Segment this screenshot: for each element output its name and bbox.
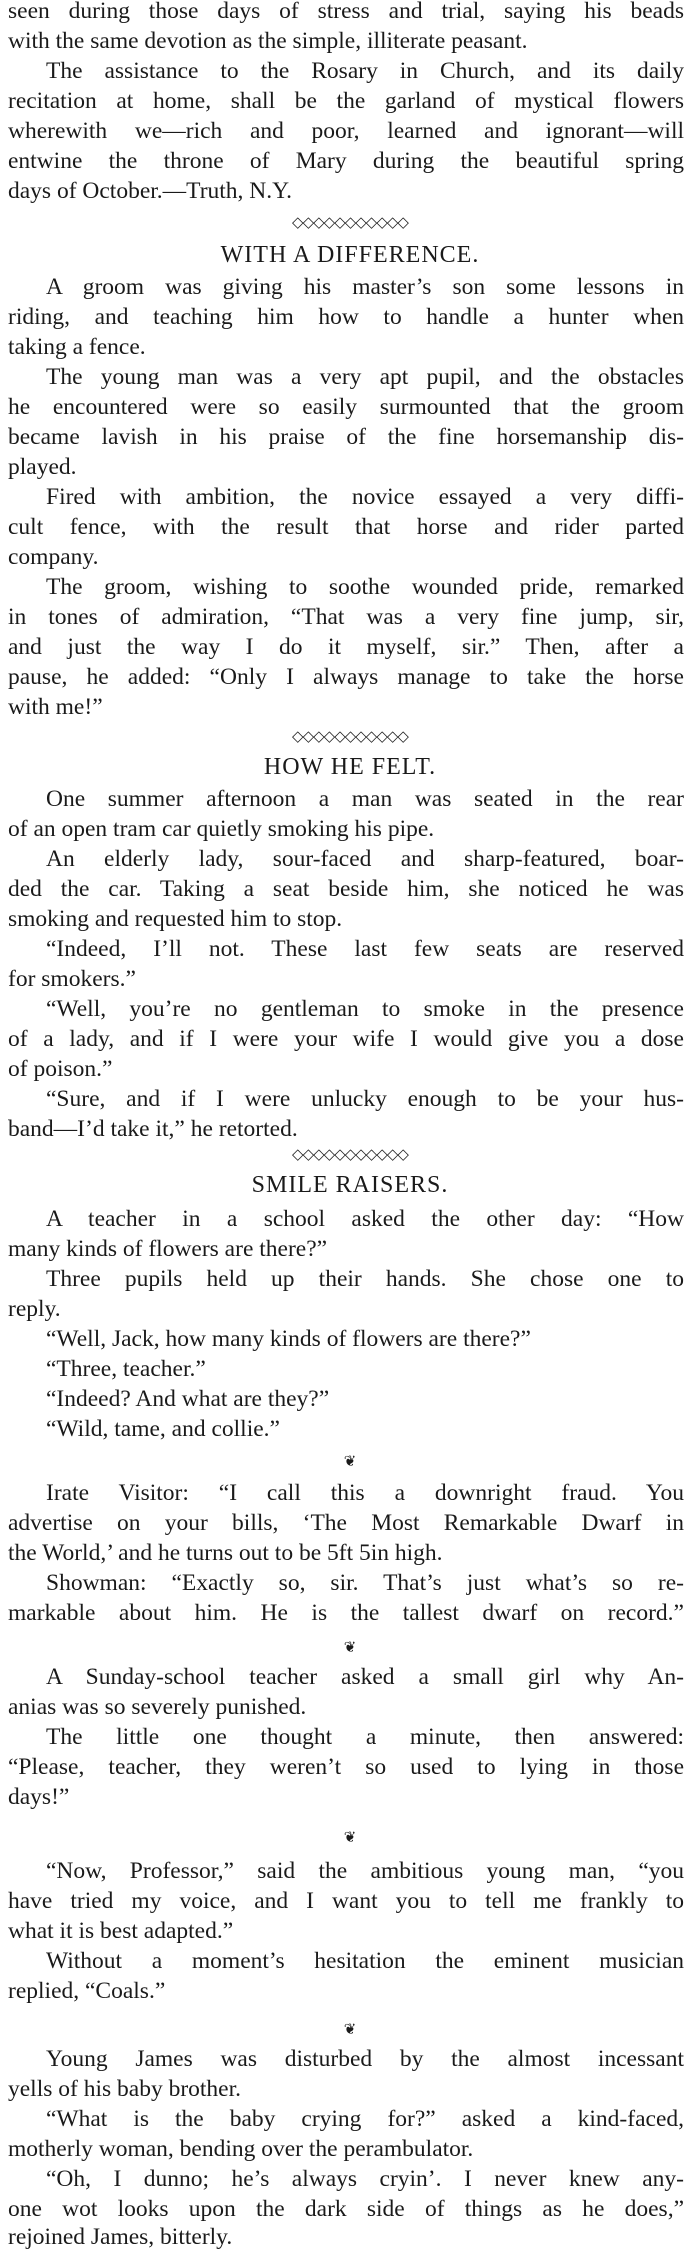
fleuron-icon: ❦ — [343, 1638, 357, 1656]
text-line: ded the car. Taking a seat beside him, she noticed he was — [8, 876, 684, 902]
text-line: The assistance to the Rosary in Church, and its daily — [46, 58, 684, 84]
text-line: Young James was disturbed by the almost incessant — [46, 2046, 684, 2072]
ornament-divider: ◇◇◇◇◇◇◇◇◇◇◇ — [292, 727, 408, 745]
text-line: cult fence, with the result that horse and rider parted — [8, 514, 684, 540]
text-line: played. — [8, 454, 77, 480]
text-line: band—I’d take it,” he retorted. — [8, 1116, 298, 1142]
text-line: for smokers.” — [8, 966, 136, 992]
text-line: Fired with ambition, the novice essayed a very diffi- — [46, 484, 684, 510]
text-line: “Please, teacher, they weren’t so used to lying in those — [8, 1754, 684, 1780]
text-line: yells of his baby brother. — [8, 2076, 242, 2102]
text-line: have tried my voice, and I want you to tell me frankly to — [8, 1888, 684, 1914]
text-line: “What is the baby crying for?” asked a kind-faced, — [46, 2106, 684, 2132]
fleuron-icon: ❦ — [343, 1828, 357, 1846]
text-line: riding, and teaching him how to handle a hunter when — [8, 304, 684, 330]
text-line: days!” — [8, 1784, 70, 1810]
text-line: The young man was a very apt pupil, and the obstacles — [46, 364, 684, 390]
text-line: days of October.—Truth, N.Y. — [8, 178, 292, 204]
text-line: “Three, teacher.” — [46, 1356, 206, 1382]
section-heading: HOW HE FELT. — [263, 754, 437, 780]
text-line: of a lady, and if I were your wife I would give you a dose — [8, 1026, 684, 1052]
text-line: One summer afternoon a man was seated in the rear — [46, 786, 684, 812]
section-heading: SMILE RAISERS. — [251, 1172, 449, 1198]
text-line: “Well, you’re no gentleman to smoke in the presence — [46, 996, 684, 1022]
text-line: The groom, wishing to soothe wounded pride, remarked — [46, 574, 684, 600]
text-line: what it is best adapted.” — [8, 1918, 234, 1944]
text-line: The little one thought a minute, then answered: — [46, 1724, 684, 1750]
ornament-divider: ◇◇◇◇◇◇◇◇◇◇◇ — [292, 213, 408, 231]
text-line: “Indeed, I’ll not. These last few seats are reserved — [46, 936, 684, 962]
text-line: “Now, Professor,” said the ambitious young man, “you — [46, 1858, 684, 1884]
fleuron-icon: ❦ — [343, 1452, 357, 1470]
text-line: “Sure, and if I were unlucky enough to be your hus- — [46, 1086, 684, 1112]
text-line: “Oh, I dunno; he’s always cryin’. I never knew any- — [46, 2166, 684, 2192]
text-line: the World,’ and he turns out to be 5ft 5in high. — [8, 1540, 443, 1566]
text-line: many kinds of flowers are there?” — [8, 1236, 328, 1262]
text-line: became lavish in his praise of the fine horsemanship dis- — [8, 424, 684, 450]
text-line: reply. — [8, 1296, 61, 1322]
text-line: one wot looks upon the dark side of things as he does,” — [8, 2196, 684, 2222]
text-line: pause, he added: “Only I always manage to take the horse — [8, 664, 684, 690]
text-line: Showman: “Exactly so, sir. That’s just what’s so re- — [46, 1570, 684, 1596]
text-line: and just the way I do it myself, sir.” Then, after a — [8, 634, 684, 660]
text-line: with me!” — [8, 694, 103, 720]
text-line: of an open tram car quietly smoking his pipe. — [8, 816, 435, 842]
text-line: he encountered were so easily surmounted that the groom — [8, 394, 684, 420]
text-line: company. — [8, 544, 99, 570]
text-line: smoking and requested him to stop. — [8, 906, 343, 932]
text-line: advertise on your bills, ‘The Most Remarkable Dwarf in — [8, 1510, 684, 1536]
text-line: An elderly lady, sour-faced and sharp-featured, boar- — [46, 846, 684, 872]
text-line: anias was so severely punished. — [8, 1694, 307, 1720]
text-line: seen during those days of stress and trial, saying his beads — [8, 0, 684, 24]
text-line: A Sunday-school teacher asked a small girl why An- — [46, 1664, 684, 1690]
text-line: Irate Visitor: “I call this a downright fraud. You — [46, 1480, 684, 1506]
text-line: entwine the throne of Mary during the beautiful spring — [8, 148, 684, 174]
text-line: “Well, Jack, how many kinds of flowers are there?” — [46, 1326, 531, 1352]
text-line: rejoined James, bitterly. — [8, 2224, 233, 2250]
text-line: with the same devotion as the simple, illiterate peasant. — [8, 28, 528, 54]
fleuron-icon: ❦ — [343, 2020, 357, 2038]
text-line: motherly woman, bending over the perambulator. — [8, 2136, 474, 2162]
section-heading: WITH A DIFFERENCE. — [220, 242, 480, 268]
text-line: taking a fence. — [8, 334, 146, 360]
text-line: “Wild, tame, and collie.” — [46, 1416, 280, 1442]
text-line: in tones of admiration, “That was a very fine jump, sir, — [8, 604, 684, 630]
text-line: Without a moment’s hesitation the eminent musician — [46, 1948, 684, 1974]
text-line: recitation at home, shall be the garland of mystical flowers — [8, 88, 684, 114]
text-line: A teacher in a school asked the other day: “How — [46, 1206, 684, 1232]
text-line: markable about him. He is the tallest dwarf on record.” — [8, 1600, 684, 1626]
text-line: replied, “Coals.” — [8, 1978, 166, 2004]
text-line: wherewith we—rich and poor, learned and ignorant—will — [8, 118, 684, 144]
text-line: Three pupils held up their hands. She chose one to — [46, 1266, 684, 1292]
text-line: A groom was giving his master’s son some lessons in — [46, 274, 684, 300]
text-line: of poison.” — [8, 1056, 113, 1082]
ornament-divider: ◇◇◇◇◇◇◇◇◇◇◇ — [292, 1145, 408, 1163]
text-line: “Indeed? And what are they?” — [46, 1386, 330, 1412]
